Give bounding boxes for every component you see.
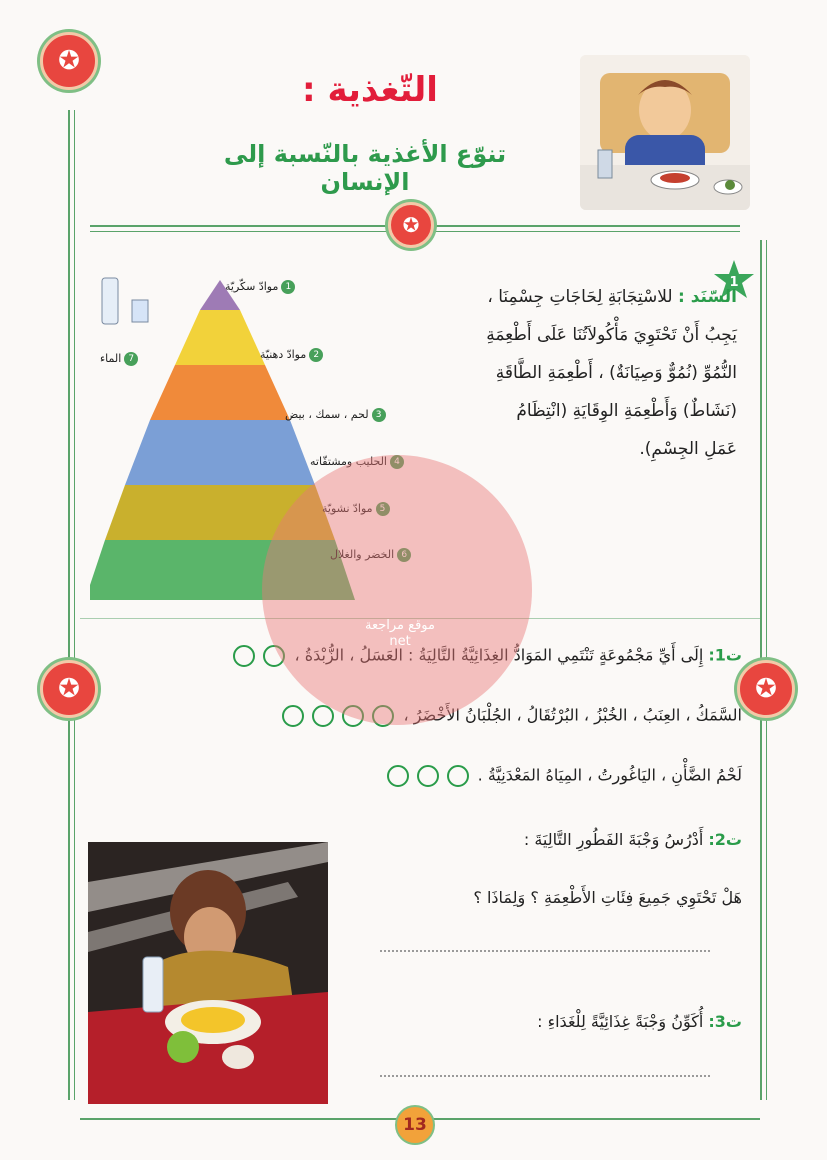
watermark-line-1: موقع مراجعة: [365, 618, 435, 633]
q1-text-3: لَحْمُ الضَّأْنِ ، اليَاغُورتُ ، المِيَاهُ المَعْدَنِيَّةُ .: [477, 765, 742, 785]
support-line-4: (نَشَاطٌ) وَأَطْعِمَةِ الوِقَايَةِ (انْتِظَامُ: [516, 401, 737, 421]
q1-text-2: السَّمَكُ ، العِنَبُ ، الخُبْزُ ، البُرْتُقَالُ ، الجُلْبَانُ الأَخْضَرُ ،: [403, 705, 742, 725]
answer-circle[interactable]: [282, 705, 304, 727]
watermark-circle: [262, 455, 532, 725]
pyramid-level-2: [175, 310, 265, 365]
q2-line-2: [473, 888, 742, 907]
q2-text-1: أَدْرُسُ وَجْبَةَ الفَطُورِ التَّالِيَةَ :: [523, 830, 704, 849]
q3-answer-line[interactable]: [380, 1075, 710, 1077]
pyramid-level-4: [125, 420, 315, 485]
pyramid-label-2: 2موادّ دهنيّة: [260, 348, 323, 362]
rosette-top-left: ✪: [40, 32, 98, 90]
support-number: 1: [729, 275, 739, 290]
q2-text-2: هَلْ تَحْتَوِي جَمِيعَ فِئَاتِ الأَطْعِمَةِ ؟ وَلِمَاذَا ؟: [473, 888, 742, 907]
rosette-mid-left: ✪: [40, 660, 98, 718]
q1-line-3: [383, 765, 742, 787]
watermark-text: [330, 618, 470, 650]
support-line-3: النُّمُوِّ (نُمُوٌّ وَصِيَانَةٌ) ، أَطْعِمَةِ الطَّاقَةِ: [495, 363, 737, 383]
q2-line-1: [524, 830, 742, 849]
q3-line-1: [537, 1012, 742, 1031]
page-number: 13: [395, 1105, 435, 1145]
frame-left-line: [68, 110, 70, 1100]
rosette-mid-right: ✪: [737, 660, 795, 718]
boy-eating-illustration: [580, 55, 750, 210]
support-label: السّنَد :: [678, 287, 737, 307]
breakfast-photo: [88, 842, 328, 1104]
q2-answer-line[interactable]: [380, 950, 710, 952]
pyramid-label-6: 6الخضر والغلال: [330, 548, 411, 562]
q3-tag: ت3:: [708, 1012, 742, 1031]
page-subtitle: تنوّع الأغذية بالنّسبة إلى الإنسان: [223, 140, 507, 196]
q2-tag: ت2:: [708, 830, 742, 849]
answer-circle[interactable]: [387, 765, 409, 787]
watermark-line-2: net: [389, 634, 411, 649]
pyramid-label-3: 3لحم ، سمك ، بيض: [285, 408, 386, 422]
pyramid-label-4: 4الحليب ومشتقّاته: [310, 455, 404, 469]
pyramid-label-7: 7الماء: [100, 352, 138, 366]
pyramid-label-5: 5موادّ نشويّة: [322, 502, 390, 516]
pyramid-level-3: [150, 365, 290, 420]
page-title: التّغذية :: [302, 70, 438, 110]
water-glass-icon: [132, 300, 148, 322]
support-text: [407, 278, 737, 468]
water-bottle-icon: [102, 278, 118, 324]
rosette-top-center: ✪: [388, 202, 434, 248]
support-line-1: السّنَد : للاسْتِجَابَةِ لِحَاجَاتِ جِسْمِنَا ،: [487, 287, 737, 307]
q3-text-1: أُكَوِّنُ وَجْبَةً غِذَائِيَّةً لِلْغَدَاءِ :: [537, 1012, 704, 1031]
support-line-5: عَمَلِ الجِسْمِ).: [639, 439, 737, 459]
answer-circle[interactable]: [233, 645, 255, 667]
answer-circle[interactable]: [447, 765, 469, 787]
support-line-2: يَجِبُ أَنْ تَحْتَوِيَ مَأْكُولاَتُنَا عَلَى أَطْعِمَةِ: [486, 325, 737, 345]
pyramid-label-1: 1موادّ سكّريّة: [225, 280, 295, 294]
answer-circle[interactable]: [417, 765, 439, 787]
frame-left-line-2: [74, 110, 75, 1100]
q1-text-1: إِلَى أَيِّ مَجْمُوعَةٍ تَنْتَمِي المَوَادُّ الغِذَائِيَّةُ التَّالِيَةُ : العَسَلُ ، الزُّبْدَةُ ،: [294, 645, 704, 665]
q1-tag: ت1:: [708, 645, 742, 665]
